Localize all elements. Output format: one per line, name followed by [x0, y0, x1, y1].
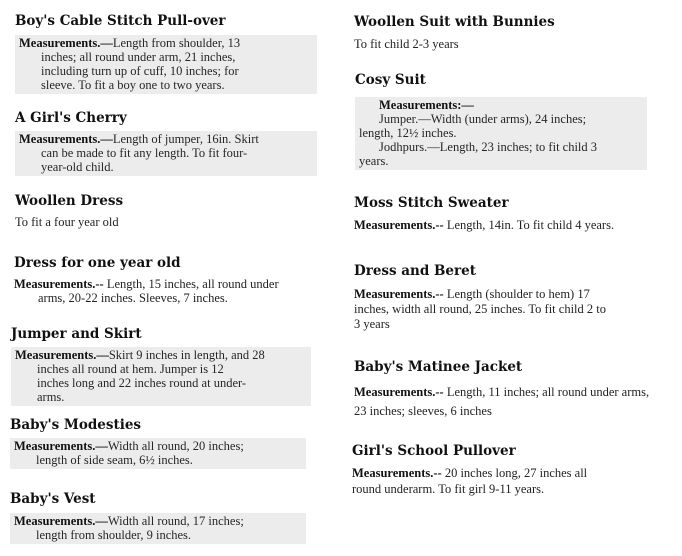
entry-title: Woollen Suit with Bunnies	[354, 14, 555, 30]
entry-babys-matinee-jacket	[354, 359, 649, 421]
measurements-block	[15, 131, 317, 176]
entry-woollen-suit-with-bunnies	[354, 14, 555, 51]
entry-title: Baby's Vest	[10, 491, 96, 507]
measurements-text: Measurements:— Jumper.—Width (under arms), 24 inches; length, 12½ inches. Jodhpurs.—Length, 23 inches; to fit child 3 years.	[359, 98, 598, 168]
entry-title: A Girl's Cherry	[15, 110, 127, 126]
measurements-block	[10, 438, 306, 469]
fit-text: To fit a four year old	[15, 215, 119, 229]
entry-title: Dress for one year old	[14, 255, 181, 271]
entry-dress-for-one-year-old	[14, 255, 304, 305]
entry-babys-vest	[10, 491, 306, 544]
fit-text: To fit child 2-3 years	[354, 37, 459, 51]
measurements-label: Measurements.--	[354, 385, 444, 399]
entry-title: Cosy Suit	[355, 72, 426, 88]
entry-title: Woollen Dress	[15, 193, 124, 209]
entry-title: Baby's Matinee Jacket	[354, 359, 523, 375]
measurements-label: Measurements.—	[19, 132, 113, 146]
entry-dress-and-beret	[354, 263, 606, 332]
measurements-label: Measurements.--	[354, 287, 444, 301]
measurements-text: Measurements.—Length of jumper, 16in. Skirt can be made to fit any length. To fit four- year-old child.	[19, 132, 259, 174]
measurements-text: Measurements.-- 20 inches long, 27 inches all round underarm. To fit girl 9-11 years.	[352, 466, 588, 496]
measurements-text: Measurements.-- Length, 15 inches, all round under arms, 20-22 inches. Sleeves, 7 inches.	[14, 277, 279, 305]
measurements-label: Measurements.—	[14, 514, 108, 528]
entry-title: Jumper and Skirt	[11, 326, 142, 342]
measurements-label: Measurements:—	[379, 98, 474, 112]
entry-babys-modesties	[10, 417, 306, 469]
entry-title: Baby's Modesties	[10, 417, 142, 433]
measurements-block	[10, 513, 306, 544]
entry-title: Girl's School Pullover	[352, 443, 516, 459]
measurements-text: Measurements.-- Length, 14in. To fit child 4 years.	[354, 218, 615, 232]
entry-a-girls-cherry	[15, 110, 317, 176]
entry-title: Moss Stitch Sweater	[354, 195, 509, 211]
measurements-block	[15, 35, 317, 94]
measurements-text: Measurements.—Width all round, 17 inches; length from shoulder, 9 inches.	[14, 514, 244, 542]
entry-moss-stitch-sweater	[354, 195, 614, 232]
measurements-block	[11, 347, 311, 406]
entry-boys-cable-stitch-pullover	[15, 13, 317, 94]
measurements-label: Measurements.--	[14, 277, 104, 291]
measurements-label: Measurements.—	[14, 439, 108, 453]
measurements-text: Measurements.—Skirt 9 inches in length, and 28 inches all round at hem. Jumper is 12 inches long and 22 inches round at under- arms.	[15, 348, 265, 404]
entry-cosy-suit	[355, 72, 647, 170]
measurements-text: Measurements.—Length from shoulder, 13 inches; all round under arm, 21 inches, including turn up of cuff, 10 inches; for sleeve. To fit a boy one to two years.	[19, 36, 241, 92]
entry-title: Dress and Beret	[354, 263, 476, 279]
measurements-text: Measurements.-- Length, 11 inches; all round under arms, 23 inches; sleeves, 6 inches	[354, 385, 650, 418]
measurements-text: Measurements.—Width all round, 20 inches; length of side seam, 6½ inches.	[14, 439, 244, 467]
measurements-label: Measurements.--	[352, 466, 442, 480]
measurements-block	[355, 97, 647, 170]
measurements-label: Measurements.—	[19, 36, 113, 50]
entry-girls-school-pullover	[352, 443, 587, 497]
measurements-label: Measurements.--	[354, 218, 444, 232]
entry-woollen-dress	[15, 193, 123, 229]
entry-jumper-and-skirt	[11, 326, 311, 406]
measurements-text: Measurements.-- Length (shoulder to hem) 17 inches, width all round, 25 inches. To fit child 2 to 3 years	[354, 287, 606, 331]
measurements-label: Measurements.—	[15, 348, 109, 362]
entry-title: Boy's Cable Stitch Pull-over	[15, 13, 226, 29]
